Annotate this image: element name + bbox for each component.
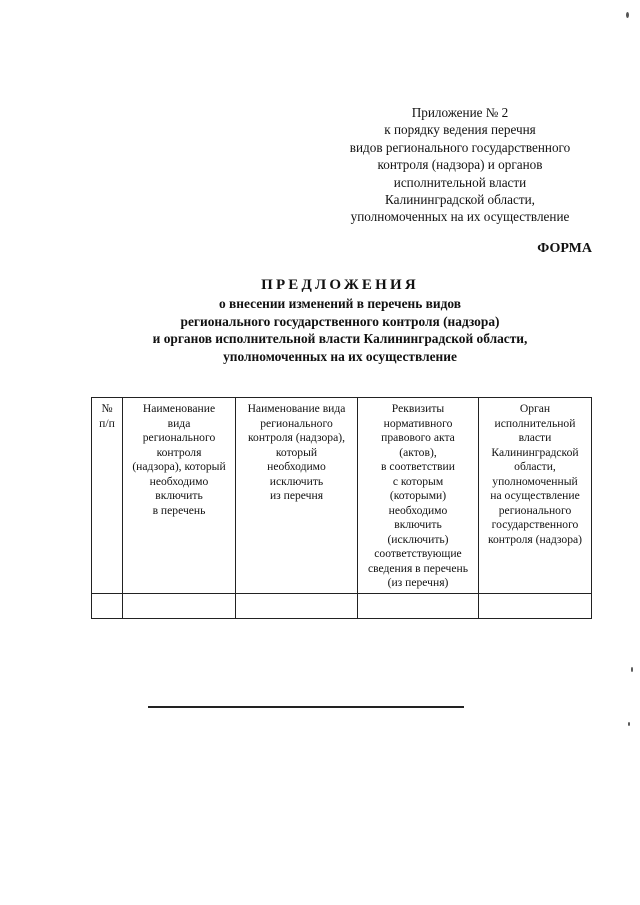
table-cell[interactable]: [479, 593, 592, 618]
form-label: ФОРМА: [537, 241, 592, 256]
header-line: который: [275, 445, 318, 459]
header-line: исключить: [269, 474, 324, 488]
header-line: области,: [514, 460, 556, 473]
header-cell-number: [92, 398, 123, 594]
appendix-line: Приложение № 2: [411, 105, 509, 120]
table-header-row: [92, 398, 592, 594]
proposals-table: [91, 397, 592, 619]
appendix-line: к порядку ведения перечня: [384, 122, 536, 138]
table-row: [92, 593, 592, 618]
scan-speck: [631, 667, 633, 672]
header-cell-legal-act: [358, 398, 479, 594]
title-main: ПРЕДЛОЖЕНИЯ: [261, 277, 419, 293]
header-line: сведения в перечень: [367, 561, 469, 575]
scan-speck: [626, 12, 629, 18]
header-line: регионального: [498, 503, 572, 517]
scan-speck: [628, 722, 630, 726]
header-line: контроля: [156, 445, 202, 459]
header-line: Наименование: [142, 402, 216, 415]
header-line: с которым: [392, 474, 444, 488]
header-line: (актов),: [399, 445, 437, 459]
appendix-line: видов регионального государственного: [349, 139, 571, 155]
signature-line: [148, 706, 464, 708]
header-line: государственного: [491, 518, 579, 531]
table-cell[interactable]: [123, 593, 236, 618]
header-line: Реквизиты: [391, 402, 445, 415]
header-line: правового акта: [381, 431, 455, 444]
header-line: (из перечня): [387, 576, 449, 589]
header-line: Наименование вида: [247, 402, 346, 415]
appendix-line: уполномоченных на их осуществление: [350, 209, 570, 225]
document-title: [110, 275, 570, 365]
header-line: (которыми): [389, 489, 447, 502]
header-line: исполнительной: [494, 416, 576, 430]
header-line: включить: [155, 489, 203, 502]
header-line: необходимо: [267, 460, 326, 473]
header-line: регионального: [260, 416, 333, 430]
header-line: включить: [394, 518, 442, 531]
header-cell-include-name: [123, 398, 236, 594]
header-line: контроля (надзора),: [248, 431, 345, 444]
header-line: необходимо: [388, 503, 448, 517]
header-line: в перечень: [152, 503, 206, 517]
header-line: п/п: [99, 416, 115, 430]
header-line: Калининградской: [491, 445, 579, 459]
header-cell-authority: [479, 398, 592, 594]
title-line: и органов исполнительной власти Калининградской области,: [152, 331, 528, 347]
title-line: регионального государственного контроля (надзора): [180, 313, 500, 329]
header-line: соответствующие: [374, 547, 462, 560]
header-line: необходимо: [149, 474, 209, 488]
header-line: №: [101, 402, 113, 415]
title-line: о внесении изменений в перечень видов: [218, 296, 461, 311]
header-line: из перечня: [269, 489, 324, 502]
appendix-header: [330, 104, 590, 226]
table-cell[interactable]: [92, 593, 123, 618]
header-line: на осуществление: [490, 489, 580, 502]
table-cell[interactable]: [358, 593, 479, 618]
appendix-line: исполнительной власти: [393, 174, 527, 190]
header-line: (исключить): [387, 532, 449, 546]
header-cell-exclude-name: [236, 398, 358, 594]
appendix-line: Калининградской области,: [385, 192, 535, 208]
header-line: регионального: [142, 431, 216, 444]
table-cell[interactable]: [236, 593, 358, 618]
appendix-line: контроля (надзора) и органов: [377, 157, 543, 173]
title-line: уполномоченных на их осуществление: [223, 348, 457, 364]
header-line: нормативного: [383, 416, 453, 430]
header-line: власти: [518, 431, 552, 444]
header-line: (надзора), который: [132, 460, 226, 473]
header-line: Орган: [519, 402, 551, 415]
header-line: контроля (надзора): [487, 532, 583, 546]
header-line: уполномоченный: [492, 474, 578, 488]
header-line: вида: [167, 416, 191, 430]
header-line: в соответствии: [381, 460, 455, 473]
